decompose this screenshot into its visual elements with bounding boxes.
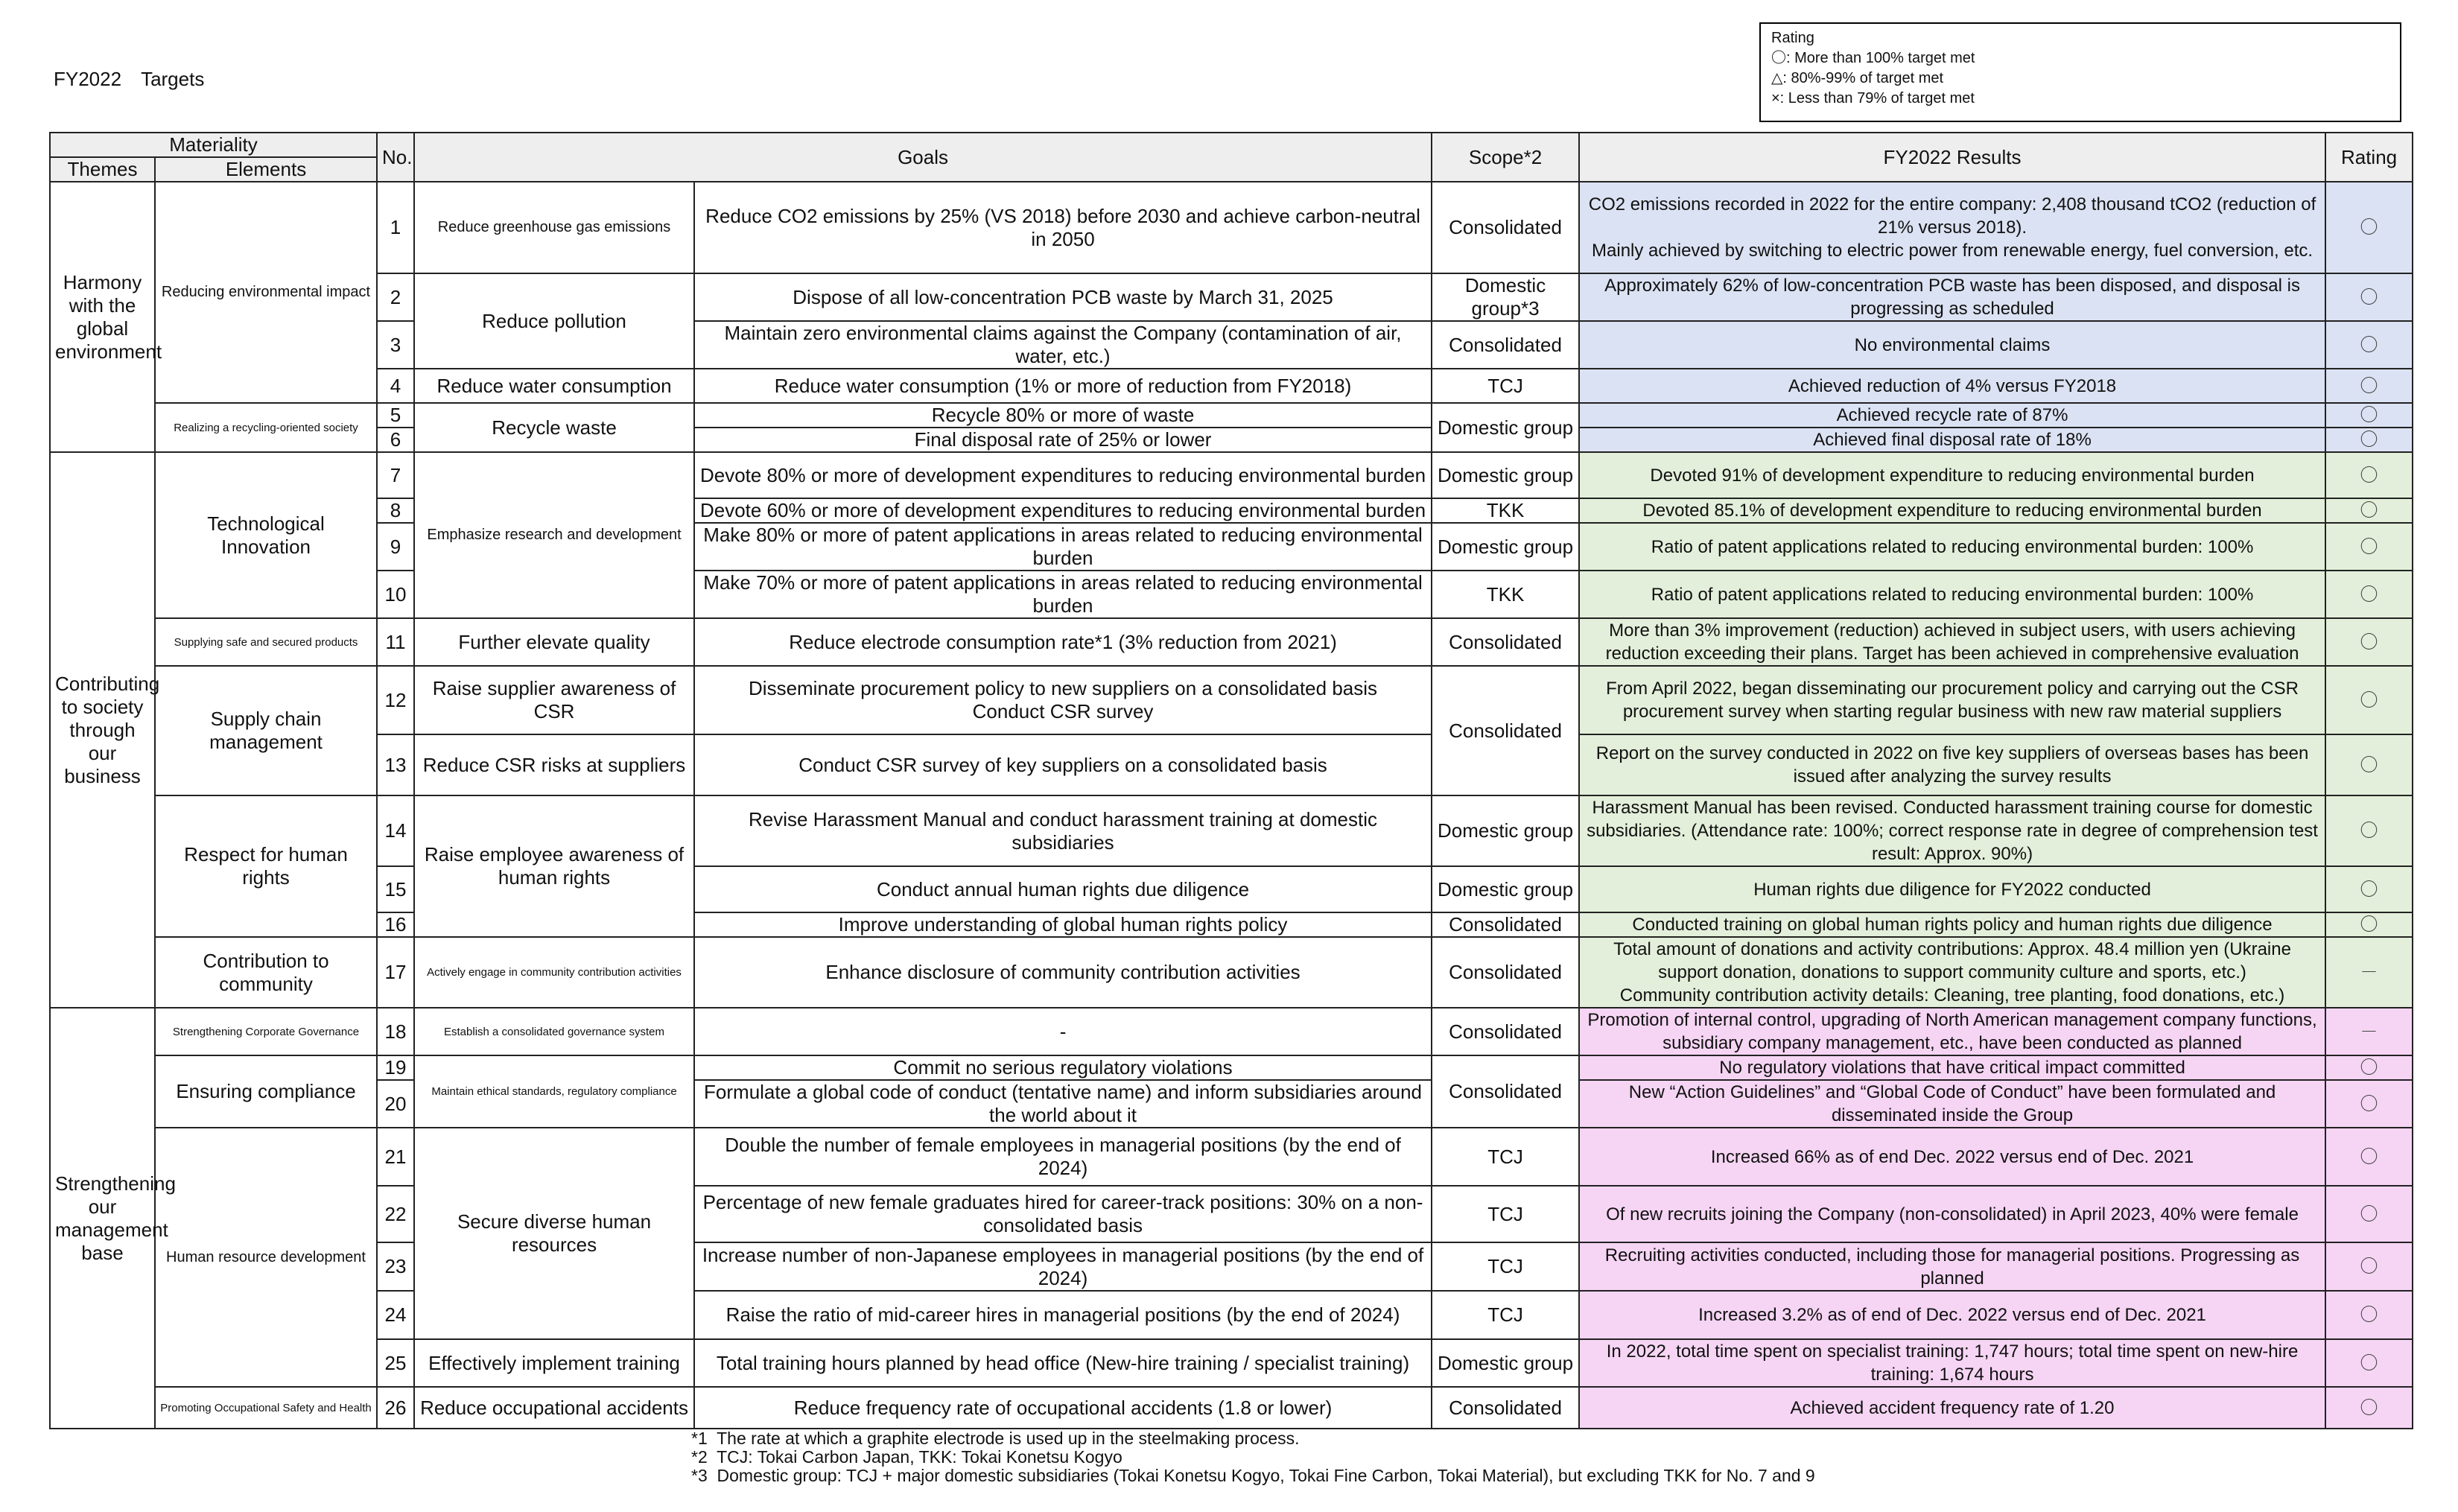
table-row — [50, 734, 2413, 795]
goal-cell: Raise the ratio of mid-career hires in managerial positions (by the end of 2024) — [694, 1291, 1432, 1339]
table-row — [50, 1387, 2413, 1429]
scope-cell: Consolidated — [1432, 182, 1579, 273]
goal-group-cell: Secure diverse human resources — [414, 1128, 694, 1339]
result-cell: No regulatory violations that have critical impact committed — [1579, 1055, 2325, 1080]
scope-cell: Consolidated — [1432, 1055, 1579, 1128]
element-cell: Reducing environmental impact — [155, 182, 377, 403]
table-row — [50, 1291, 2413, 1339]
row-number: 22 — [377, 1186, 414, 1242]
rating-cell: 〇 — [2325, 498, 2413, 523]
result-cell: Achieved recycle rate of 87% — [1579, 403, 2325, 428]
table-row — [50, 403, 2413, 428]
element-cell: Supplying safe and secured products — [155, 618, 377, 666]
goal-group-cell: Effectively implement training — [414, 1339, 694, 1387]
result-cell: New “Action Guidelines” and “Global Code of Conduct” have been formulated and disseminated inside the Group — [1579, 1080, 2325, 1128]
result-cell: No environmental claims — [1579, 321, 2325, 369]
row-number: 16 — [377, 912, 414, 937]
element-cell: Respect for human rights — [155, 795, 377, 937]
footnote: *3 Domestic group: TCJ + major domestic subsidiaries (Tokai Konetsu Kogyo, Tokai Fine Carbon, Tokai Material), but excluding TKK for No. 7 and 9 — [691, 1466, 1815, 1485]
goal-cell: Make 70% or more of patent applications in areas related to reducing environmental burden — [694, 571, 1432, 618]
goal-group-cell: Raise employee awareness of human rights — [414, 795, 694, 937]
table-row — [50, 1128, 2413, 1186]
result-cell: Approximately 62% of low-concentration PCB waste has been disposed, and disposal is progressing as scheduled — [1579, 273, 2325, 321]
goal-cell: Reduce water consumption (1% or more of reduction from FY2018) — [694, 369, 1432, 403]
goal-cell: Final disposal rate of 25% or lower — [694, 428, 1432, 452]
rating-legend — [1759, 22, 2401, 122]
rating-header: Rating — [2325, 133, 2413, 182]
rating-cell: 〇 — [2325, 1339, 2413, 1387]
result-cell: From April 2022, began disseminating our procurement policy and carrying out the CSR procurement survey when starting regular business with new raw material suppliers — [1579, 666, 2325, 734]
goal-group-cell: Recycle waste — [414, 403, 694, 452]
goal-cell: Maintain zero environmental claims against the Company (contamination of air, water, etc.) — [694, 321, 1432, 369]
result-cell: Achieved final disposal rate of 18% — [1579, 428, 2325, 452]
row-number: 4 — [377, 369, 414, 403]
goal-cell: Increase number of non-Japanese employees in managerial positions (by the end of 2024) — [694, 1242, 1432, 1291]
goal-cell: Dispose of all low-concentration PCB waste by March 31, 2025 — [694, 273, 1432, 321]
page-title: FY2022 Targets — [54, 68, 205, 90]
rating-cell: 〇 — [2325, 523, 2413, 571]
targets-table — [49, 132, 2413, 1429]
table-row — [50, 273, 2413, 321]
row-number: 23 — [377, 1242, 414, 1291]
rating-cell: － — [2325, 1008, 2413, 1055]
rating-cell: － — [2325, 937, 2413, 1008]
scope-cell: Consolidated — [1432, 666, 1579, 795]
row-number: 8 — [377, 498, 414, 523]
result-cell: Achieved accident frequency rate of 1.20 — [1579, 1387, 2325, 1429]
row-number: 15 — [377, 866, 414, 912]
table-row — [50, 1055, 2413, 1080]
goal-cell: Reduce frequency rate of occupational accidents (1.8 or lower) — [694, 1387, 1432, 1429]
scope-cell: Consolidated — [1432, 1008, 1579, 1055]
scope-cell: Domestic group — [1432, 1339, 1579, 1387]
element-cell: Ensuring compliance — [155, 1055, 377, 1128]
legend-item-missed: ×: Less than 79% of target met — [1771, 90, 1975, 107]
rating-cell: 〇 — [2325, 1055, 2413, 1080]
goal-group-cell: Reduce water consumption — [414, 369, 694, 403]
result-cell: Human rights due diligence for FY2022 conducted — [1579, 866, 2325, 912]
goal-group-cell: Further elevate quality — [414, 618, 694, 666]
scope-cell: TKK — [1432, 571, 1579, 618]
element-cell: Realizing a recycling-oriented society — [155, 403, 377, 452]
rating-cell: 〇 — [2325, 321, 2413, 369]
goal-cell: Percentage of new female graduates hired for career-track positions: 30% on a non-consolidated basis — [694, 1186, 1432, 1242]
scope-cell: TCJ — [1432, 369, 1579, 403]
scope-cell: TCJ — [1432, 1128, 1579, 1186]
goal-group-cell: Emphasize research and development — [414, 452, 694, 618]
goal-cell: - — [694, 1008, 1432, 1055]
goal-group-cell: Maintain ethical standards, regulatory compliance — [414, 1055, 694, 1128]
rating-cell: 〇 — [2325, 912, 2413, 937]
footnote: *1 The rate at which a graphite electrode is used up in the steelmaking process. — [691, 1429, 1300, 1448]
row-number: 18 — [377, 1008, 414, 1055]
result-cell: Devoted 85.1% of development expenditure to reducing environmental burden — [1579, 498, 2325, 523]
goal-cell: Double the number of female employees in managerial positions (by the end of 2024) — [694, 1128, 1432, 1186]
rating-cell: 〇 — [2325, 182, 2413, 273]
scope-cell: Domestic group — [1432, 523, 1579, 571]
element-cell: Strengthening Corporate Governance — [155, 1008, 377, 1055]
row-number: 14 — [377, 795, 414, 866]
rating-cell: 〇 — [2325, 1291, 2413, 1339]
row-number: 24 — [377, 1291, 414, 1339]
goal-cell: Conduct annual human rights due diligence — [694, 866, 1432, 912]
result-cell: Recruiting activities conducted, including those for managerial positions. Progressing as planned — [1579, 1242, 2325, 1291]
scope-cell: Consolidated — [1432, 1387, 1579, 1429]
table-row — [50, 937, 2413, 1008]
goal-cell: Recycle 80% or more of waste — [694, 403, 1432, 428]
element-cell: Technological Innovation — [155, 452, 377, 618]
scope-cell: Consolidated — [1432, 937, 1579, 1008]
rating-cell: 〇 — [2325, 1080, 2413, 1128]
table-row — [50, 1242, 2413, 1291]
result-cell: Increased 3.2% as of end of Dec. 2022 versus end of Dec. 2021 — [1579, 1291, 2325, 1339]
rating-cell: 〇 — [2325, 866, 2413, 912]
row-number: 3 — [377, 321, 414, 369]
legend-heading: Rating — [1771, 30, 1814, 46]
scope-cell: Domestic group — [1432, 403, 1579, 452]
row-number: 11 — [377, 618, 414, 666]
footnote: *2 TCJ: Tokai Carbon Japan, TKK: Tokai Konetsu Kogyo — [691, 1447, 1122, 1467]
goal-cell: Revise Harassment Manual and conduct harassment training at domestic subsidiaries — [694, 795, 1432, 866]
table-row — [50, 1080, 2413, 1128]
row-number: 13 — [377, 734, 414, 795]
rating-cell: 〇 — [2325, 452, 2413, 498]
rating-cell: 〇 — [2325, 1128, 2413, 1186]
result-cell: Report on the survey conducted in 2022 on five key suppliers of overseas bases has been issued after analyzing the survey results — [1579, 734, 2325, 795]
rating-cell: 〇 — [2325, 1242, 2413, 1291]
header-row — [50, 133, 2413, 157]
row-number: 5 — [377, 403, 414, 428]
result-cell: Ratio of patent applications related to reducing environmental burden: 100% — [1579, 523, 2325, 571]
table-row — [50, 182, 2413, 273]
goal-cell: Improve understanding of global human rights policy — [694, 912, 1432, 937]
result-cell: Total amount of donations and activity contributions: Approx. 48.4 million yen (Ukraine support donation, donations to support community culture and sports, etc.) Community contribution activity details: Cleaning, tree planting, food donations, etc.) — [1579, 937, 2325, 1008]
theme-cell: Harmony with the global environment — [50, 182, 155, 452]
goal-cell: Reduce CO2 emissions by 25% (VS 2018) before 2030 and achieve carbon-neutral in 2050 — [694, 182, 1432, 273]
result-cell: CO2 emissions recorded in 2022 for the entire company: 2,408 thousand tCO2 (reduction of 21% versus 2018). Mainly achieved by switching to electric power from renewable energy, fuel conversion, etc. — [1579, 182, 2325, 273]
scope-cell: Domestic group — [1432, 452, 1579, 498]
goal-cell: Formulate a global code of conduct (tentative name) and inform subsidiaries around the world about it — [694, 1080, 1432, 1128]
result-cell: Devoted 91% of development expenditure to reducing environmental burden — [1579, 452, 2325, 498]
element-cell: Contribution to community — [155, 937, 377, 1008]
elements-header: Elements — [155, 157, 377, 182]
scope-cell: Consolidated — [1432, 618, 1579, 666]
row-number: 25 — [377, 1339, 414, 1387]
result-cell: More than 3% improvement (reduction) achieved in subject users, with users achieving reduction exceeding their plans. Target has been achieved in comprehensive evaluation — [1579, 618, 2325, 666]
row-number: 21 — [377, 1128, 414, 1186]
goal-cell: Devote 80% or more of development expenditures to reducing environmental burden — [694, 452, 1432, 498]
goal-group-cell: Raise supplier awareness of CSR — [414, 666, 694, 734]
row-number: 26 — [377, 1387, 414, 1429]
goal-cell: Total training hours planned by head office (New-hire training / specialist training) — [694, 1339, 1432, 1387]
table-row — [50, 1008, 2413, 1055]
table-row — [50, 428, 2413, 452]
result-cell: In 2022, total time spent on specialist training: 1,747 hours; total time spent on new-hire training: 1,674 hours — [1579, 1339, 2325, 1387]
rating-cell: 〇 — [2325, 428, 2413, 452]
result-cell: Ratio of patent applications related to reducing environmental burden: 100% — [1579, 571, 2325, 618]
table-row — [50, 912, 2413, 937]
row-number: 20 — [377, 1080, 414, 1128]
row-number: 6 — [377, 428, 414, 452]
rating-cell: 〇 — [2325, 571, 2413, 618]
goal-cell: Reduce electrode consumption rate*1 (3% reduction from 2021) — [694, 618, 1432, 666]
goal-cell: Enhance disclosure of community contribution activities — [694, 937, 1432, 1008]
table-row — [50, 571, 2413, 618]
goal-group-cell: Reduce pollution — [414, 273, 694, 369]
scope-cell: TCJ — [1432, 1186, 1579, 1242]
rating-cell: 〇 — [2325, 795, 2413, 866]
row-number: 17 — [377, 937, 414, 1008]
result-cell: Harassment Manual has been revised. Conducted harassment training course for domestic subsidiaries. (Attendance rate: 100%; correct response rate in degree of comprehension test result: Approx. 90%) — [1579, 795, 2325, 866]
goal-group-cell: Establish a consolidated governance system — [414, 1008, 694, 1055]
row-number: 1 — [377, 182, 414, 273]
scope-cell: TKK — [1432, 498, 1579, 523]
theme-cell: Contributing to society through our business — [50, 452, 155, 1008]
table-row — [50, 1186, 2413, 1242]
result-cell: Promotion of internal control, upgrading of North American management company functions, subsidiary company management, etc., have been conducted as planned — [1579, 1008, 2325, 1055]
result-cell: Increased 66% as of end Dec. 2022 versus end of Dec. 2021 — [1579, 1128, 2325, 1186]
result-cell: Achieved reduction of 4% versus FY2018 — [1579, 369, 2325, 403]
results-header: FY2022 Results — [1579, 133, 2325, 182]
scope-cell: Consolidated — [1432, 321, 1579, 369]
table-row — [50, 1339, 2413, 1387]
goal-cell: Disseminate procurement policy to new suppliers on a consolidated basis Conduct CSR survey — [694, 666, 1432, 734]
scope-cell: TCJ — [1432, 1242, 1579, 1291]
goal-group-cell: Reduce CSR risks at suppliers — [414, 734, 694, 795]
no-header: No. — [377, 133, 414, 182]
themes-header: Themes — [50, 157, 155, 182]
rating-cell: 〇 — [2325, 734, 2413, 795]
table-row — [50, 452, 2413, 498]
rating-cell: 〇 — [2325, 273, 2413, 321]
scope-cell: Domestic group — [1432, 795, 1579, 866]
row-number: 12 — [377, 666, 414, 734]
scope-cell: Domestic group*3 — [1432, 273, 1579, 321]
result-cell: Of new recruits joining the Company (non-consolidated) in April 2023, 40% were female — [1579, 1186, 2325, 1242]
row-number: 9 — [377, 523, 414, 571]
rating-cell: 〇 — [2325, 666, 2413, 734]
goals-header: Goals — [414, 133, 1432, 182]
goal-cell: Commit no serious regulatory violations — [694, 1055, 1432, 1080]
footnotes — [691, 1429, 1815, 1485]
rating-cell: 〇 — [2325, 1387, 2413, 1429]
goal-group-cell: Reduce greenhouse gas emissions — [414, 182, 694, 273]
legend-item-met: 〇: More than 100% target met — [1771, 50, 1975, 66]
goal-cell: Make 80% or more of patent applications in areas related to reducing environmental burden — [694, 523, 1432, 571]
theme-cell: Strengthening our management base — [50, 1008, 155, 1429]
materiality-header: Materiality — [50, 133, 377, 157]
goal-group-cell: Actively engage in community contribution activities — [414, 937, 694, 1008]
row-number: 2 — [377, 273, 414, 321]
row-number: 10 — [377, 571, 414, 618]
scope-cell: Domestic group — [1432, 866, 1579, 912]
row-number: 7 — [377, 452, 414, 498]
goal-group-cell: Reduce occupational accidents — [414, 1387, 694, 1429]
element-cell: Promoting Occupational Safety and Health — [155, 1387, 377, 1429]
table-row — [50, 866, 2413, 912]
table-row — [50, 795, 2413, 866]
table-row — [50, 369, 2413, 403]
element-cell: Supply chain management — [155, 666, 377, 795]
table-row — [50, 666, 2413, 734]
table-row — [50, 523, 2413, 571]
scope-cell: Consolidated — [1432, 912, 1579, 937]
goal-cell: Devote 60% or more of development expenditures to reducing environmental burden — [694, 498, 1432, 523]
element-cell: Human resource development — [155, 1128, 377, 1387]
rating-cell: 〇 — [2325, 618, 2413, 666]
row-number: 19 — [377, 1055, 414, 1080]
legend-item-partial: △: 80%-99% of target met — [1771, 70, 1944, 86]
rating-cell: 〇 — [2325, 403, 2413, 428]
table-row — [50, 321, 2413, 369]
rating-cell: 〇 — [2325, 369, 2413, 403]
table-row — [50, 498, 2413, 523]
result-cell: Conducted training on global human rights policy and human rights due diligence — [1579, 912, 2325, 937]
scope-header: Scope*2 — [1432, 133, 1579, 182]
table-row — [50, 618, 2413, 666]
scope-cell: TCJ — [1432, 1291, 1579, 1339]
goal-cell: Conduct CSR survey of key suppliers on a consolidated basis — [694, 734, 1432, 795]
rating-cell: 〇 — [2325, 1186, 2413, 1242]
